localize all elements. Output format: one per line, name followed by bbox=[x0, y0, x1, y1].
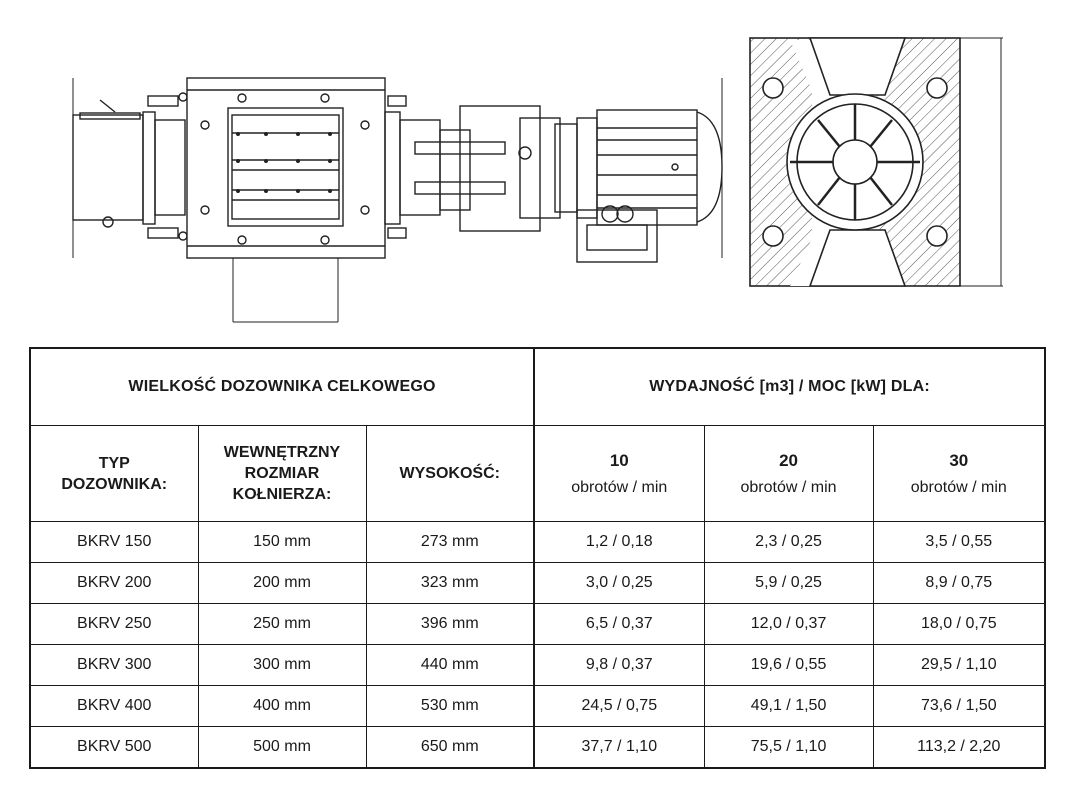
spec-table bbox=[29, 347, 1046, 769]
col-header-flange-line3: KOŁNIERZA: bbox=[232, 486, 332, 503]
cell-height: 530 mm bbox=[366, 686, 534, 727]
col-header-flange bbox=[198, 426, 366, 522]
col-header-speed-30 bbox=[873, 426, 1045, 522]
cell-rate-30: 3,5 / 0,55 bbox=[873, 522, 1045, 563]
table-row bbox=[30, 727, 1045, 769]
cell-rate-10: 37,7 / 1,10 bbox=[534, 727, 704, 769]
cell-flange: 250 mm bbox=[198, 604, 366, 645]
col-header-type-line1: TYP bbox=[98, 454, 130, 472]
speed-10-unit: obrotów / min bbox=[571, 478, 668, 496]
cell-height: 650 mm bbox=[366, 727, 534, 769]
table-row bbox=[30, 563, 1045, 604]
cell-type: BKRV 200 bbox=[30, 563, 198, 604]
cell-height: 323 mm bbox=[366, 563, 534, 604]
speed-10-value: 10 bbox=[609, 450, 629, 470]
speed-20-value: 20 bbox=[779, 450, 798, 470]
col-header-speed-20 bbox=[704, 426, 873, 522]
cell-flange: 200 mm bbox=[198, 563, 366, 604]
speed-20-unit: obrotów / min bbox=[740, 478, 837, 496]
cell-flange: 150 mm bbox=[198, 522, 366, 563]
cell-rate-10: 1,2 / 0,18 bbox=[534, 522, 704, 563]
group-header-capacity: WYDAJNOŚĆ [m3] / MOC [kW] DLA: bbox=[534, 348, 1045, 426]
cell-rate-30: 8,9 / 0,75 bbox=[873, 563, 1045, 604]
col-header-type bbox=[30, 426, 198, 522]
cell-rate-30: 73,6 / 1,50 bbox=[873, 686, 1045, 727]
cell-rate-20: 2,3 / 0,25 bbox=[704, 522, 873, 563]
cell-rate-30: 113,2 / 2,20 bbox=[873, 727, 1045, 769]
cell-height: 396 mm bbox=[366, 604, 534, 645]
cell-rate-20: 75,5 / 1,10 bbox=[704, 727, 873, 769]
table-column-header-row bbox=[30, 426, 1045, 522]
cell-type: BKRV 250 bbox=[30, 604, 198, 645]
cell-rate-20: 19,6 / 0,55 bbox=[704, 645, 873, 686]
cell-type: BKRV 300 bbox=[30, 645, 198, 686]
group-header-size: WIELKOŚĆ DOZOWNIKA CELKOWEGO bbox=[30, 348, 534, 426]
cell-rate-20: 49,1 / 1,50 bbox=[704, 686, 873, 727]
cell-rate-20: 5,9 / 0,25 bbox=[704, 563, 873, 604]
speed-30-value: 30 bbox=[949, 450, 969, 470]
cell-flange: 400 mm bbox=[198, 686, 366, 727]
cell-type: BKRV 500 bbox=[30, 727, 198, 769]
col-header-flange-line1: WEWNĘTRZNY bbox=[223, 444, 341, 461]
cell-rate-30: 18,0 / 0,75 bbox=[873, 604, 1045, 645]
cell-rate-10: 3,0 / 0,25 bbox=[534, 563, 704, 604]
cell-rate-20: 12,0 / 0,37 bbox=[704, 604, 873, 645]
table-row bbox=[30, 522, 1045, 563]
cell-type: BKRV 150 bbox=[30, 522, 198, 563]
cell-height: 440 mm bbox=[366, 645, 534, 686]
technical-drawing bbox=[0, 0, 1078, 330]
col-header-height: WYSOKOŚĆ: bbox=[366, 426, 534, 522]
cell-rate-30: 29,5 / 1,10 bbox=[873, 645, 1045, 686]
cell-flange: 300 mm bbox=[198, 645, 366, 686]
cell-rate-10: 6,5 / 0,37 bbox=[534, 604, 704, 645]
table-row bbox=[30, 645, 1045, 686]
col-header-flange-line2: ROZMIAR bbox=[244, 465, 320, 482]
table-row bbox=[30, 686, 1045, 727]
col-header-type-line2: DOZOWNIKA: bbox=[61, 475, 168, 493]
cell-rate-10: 9,8 / 0,37 bbox=[534, 645, 704, 686]
cell-flange: 500 mm bbox=[198, 727, 366, 769]
table-row bbox=[30, 604, 1045, 645]
cell-height: 273 mm bbox=[366, 522, 534, 563]
table-group-header-row bbox=[30, 348, 1045, 426]
col-header-speed-10 bbox=[534, 426, 704, 522]
cell-type: BKRV 400 bbox=[30, 686, 198, 727]
cell-rate-10: 24,5 / 0,75 bbox=[534, 686, 704, 727]
speed-30-unit: obrotów / min bbox=[910, 478, 1007, 496]
